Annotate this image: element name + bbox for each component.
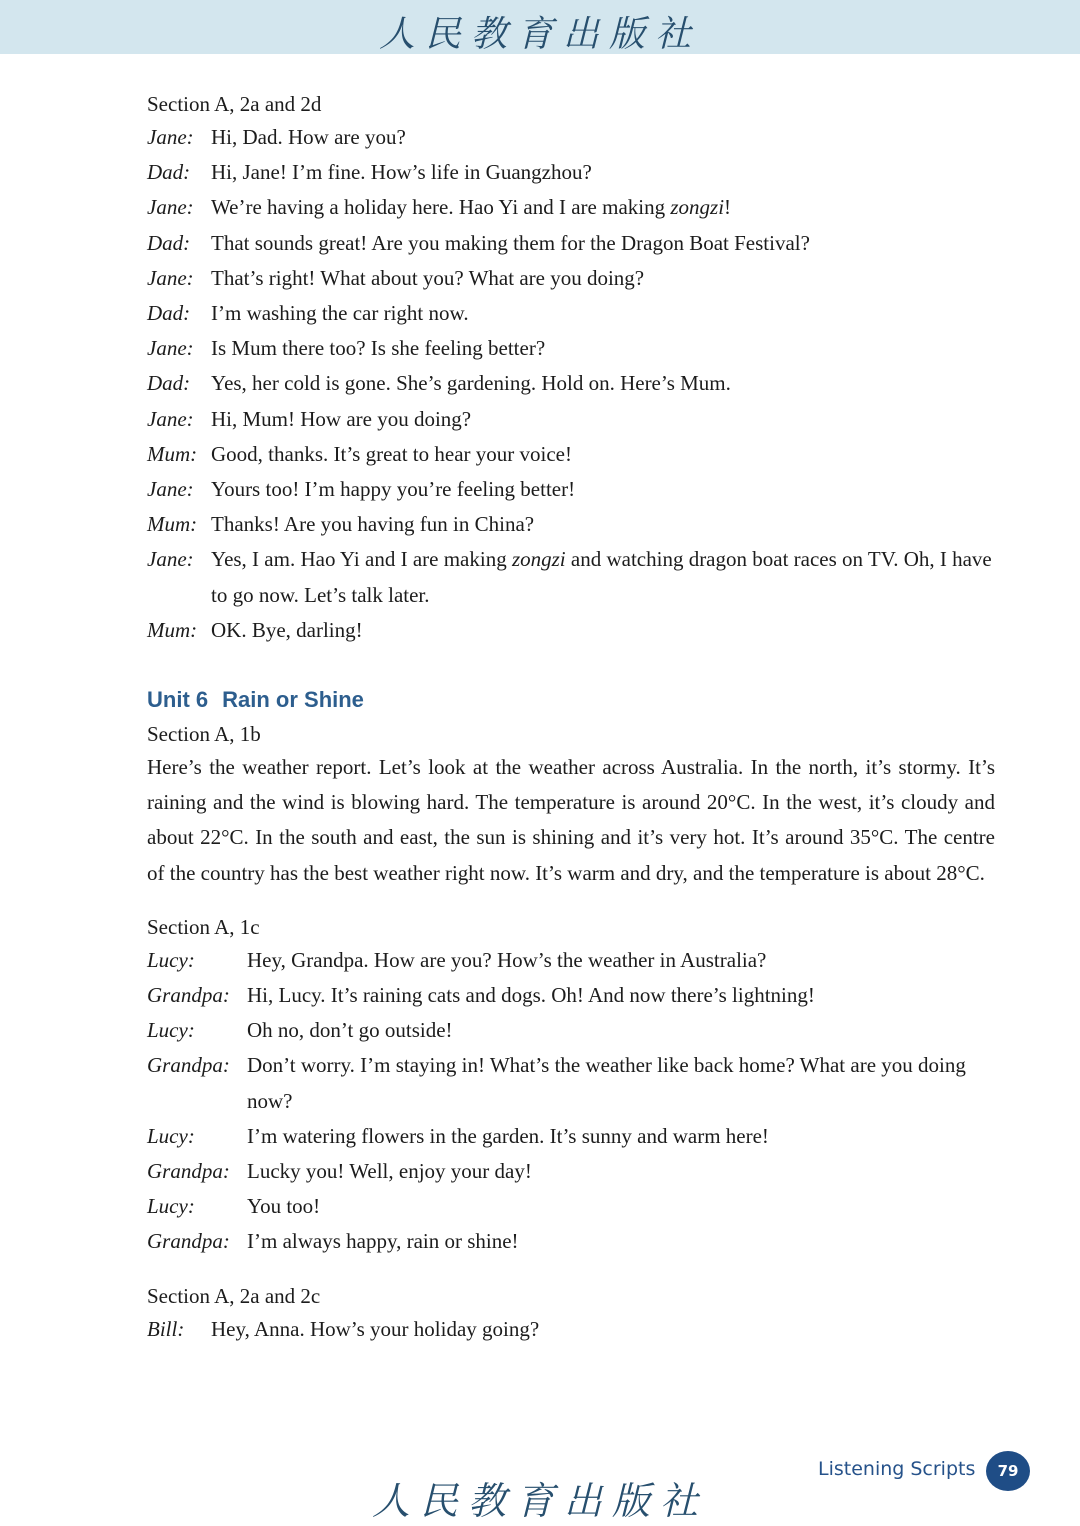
dialogue-2a-2c [147,1312,995,1347]
speaker-name: Lucy: [147,1018,195,1043]
speaker-name: Dad: [147,301,191,326]
utterance [247,1119,995,1154]
speaker-name: Grandpa: [147,1053,230,1078]
utterance-text: We’re having a holiday here. Hao Yi and I are making [211,195,671,220]
dialogue-line [147,1312,995,1347]
dialogue-line [147,472,995,507]
speaker-name: Dad: [147,371,191,396]
utterance-text: and watching dragon boat races on TV. Oh, I have to go now. Let’s talk later. [211,547,992,607]
utterance [211,402,995,437]
dialogue-line [147,542,995,612]
utterance [211,613,995,648]
utterance-text: Oh no, don’t go outside! [247,1018,453,1043]
utterance [211,120,995,155]
utterance-text: Lucky you! Well, enjoy your day! [247,1159,532,1184]
dialogue-2a-2d [147,120,995,648]
unit-heading [147,684,995,716]
speaker-name: Dad: [147,160,191,185]
dialogue-line [147,331,995,366]
utterance [247,1048,995,1118]
dialogue-line [147,613,995,648]
speaker-name: Mum: [147,512,198,537]
page-content [147,88,995,1347]
utterance-text: Hey, Grandpa. How are you? How’s the weather in Australia? [247,947,767,972]
utterance [247,1013,995,1048]
speaker-name: Grandpa: [147,983,230,1008]
dialogue-line [147,120,995,155]
speaker-name: Lucy: [147,1194,195,1219]
speaker-name: Jane: [147,547,194,572]
utterance [211,472,995,507]
speaker-name: Jane: [147,195,194,220]
utterance-text: Yours too! I’m happy you’re feeling better! [211,477,576,502]
speaker-name: Mum: [147,617,198,642]
speaker-name: Lucy: [147,947,195,972]
dialogue-line [147,190,995,225]
unit-title: Rain or Shine [222,687,364,713]
utterance [211,542,995,612]
dialogue-line [147,1119,995,1154]
dialogue-line [147,1048,995,1118]
utterance-text: You too! [247,1194,321,1219]
utterance-text: Hi, Lucy. It’s raining cats and dogs. Oh! And now there’s lightning! [247,983,815,1008]
speaker-name: Grandpa: [147,1159,230,1184]
section-heading: Section A, 2a and 2d [147,92,322,116]
speaker-name: Jane: [147,406,194,431]
utterance-text: I’m washing the car right now. [211,301,469,326]
speaker-name: Dad: [147,230,191,255]
utterance-text: Thanks! Are you having fun in China? [211,512,535,537]
utterance-text: Hi, Jane! I’m fine. How’s life in Guangzhou? [211,160,592,185]
italic-term: zongzi [511,547,566,572]
utterance [211,155,995,190]
utterance-text: ! [724,195,732,220]
dialogue-line [147,1224,995,1259]
utterance-text: Don’t worry. I’m staying in! What’s the weather like back home? What are you doing now? [247,1053,966,1113]
dialogue-line [147,366,995,401]
speaker-name: Grandpa: [147,1229,230,1254]
dialogue-line [147,261,995,296]
publisher-logo-top: 人民教育出版社 [378,14,701,55]
speaker-name: Jane: [147,125,194,149]
dialogue-line [147,226,995,261]
utterance-text: Good, thanks. It’s great to hear your voice! [211,441,572,466]
section-heading: Section A, 1b [147,722,261,747]
utterance [247,1189,995,1224]
footer-label: Listening Scripts [818,1458,976,1480]
unit-label: Unit 6 [147,687,209,713]
section-heading: Section A, 1c [147,914,260,939]
section-heading: Section A, 2a and 2c [147,1283,321,1308]
weather-report-paragraph: Here’s the weather report. Let’s look at the weather across Australia. In the north, it’s stormy. It’s raining and the wind is blowing hard. The temperature is around 20°C. In the west, it’s cloudy and about 22°C. In the south and east, the sun is shining and it’s very hot. It’s around 35°C. The centre of the country has the best weather right now. It’s warm and dry, and the temperature is about 28°C. [147,755,995,885]
utterance [247,943,995,978]
utterance [247,1224,995,1259]
dialogue-line [147,437,995,472]
utterance [211,1312,995,1347]
utterance-text: That’s right! What about you? What are you doing? [211,265,645,290]
utterance [211,437,995,472]
utterance-text: That sounds great! Are you making them for the Dragon Boat Festival? [211,230,810,255]
utterance [211,226,995,261]
utterance-text: I’m always happy, rain or shine! [247,1229,519,1254]
utterance-text: I’m watering flowers in the garden. It’s sunny and warm here! [247,1123,769,1148]
speaker-name: Mum: [147,441,198,466]
utterance [211,331,995,366]
dialogue-1c [147,943,995,1260]
speaker-name: Jane: [147,265,194,290]
utterance-text: Hi, Mum! How are you doing? [211,406,472,431]
dialogue-line [147,296,995,331]
utterance [211,261,995,296]
speaker-name: Jane: [147,336,194,361]
dialogue-line [147,507,995,542]
utterance-text: Yes, I am. Hao Yi and I are making [211,547,512,572]
utterance-text: Yes, her cold is gone. She’s gardening. Hold on. Here’s Mum. [211,371,731,396]
dialogue-line [147,1189,995,1224]
dialogue-line [147,978,995,1013]
utterance [247,978,995,1013]
speaker-name: Lucy: [147,1123,195,1148]
utterance-text: Hey, Anna. How’s your holiday going? [211,1316,540,1341]
utterance [211,366,995,401]
dialogue-line [147,155,995,190]
page-number-badge: 79 [986,1451,1030,1491]
utterance [211,296,995,331]
italic-term: zongzi [670,195,725,220]
speaker-name: Bill: [147,1316,185,1341]
dialogue-line [147,402,995,437]
utterance-text: OK. Bye, darling! [211,617,363,642]
dialogue-line [147,1013,995,1048]
utterance-text: Hi, Dad. How are you? [211,125,406,149]
dialogue-line [147,943,995,978]
utterance-text: Is Mum there too? Is she feeling better? [211,336,546,361]
utterance [211,507,995,542]
dialogue-line [147,1154,995,1189]
utterance [211,190,995,225]
speaker-name: Jane: [147,477,194,502]
publisher-logo-bottom: 人民教育出版社 [371,1479,708,1523]
utterance [247,1154,995,1189]
